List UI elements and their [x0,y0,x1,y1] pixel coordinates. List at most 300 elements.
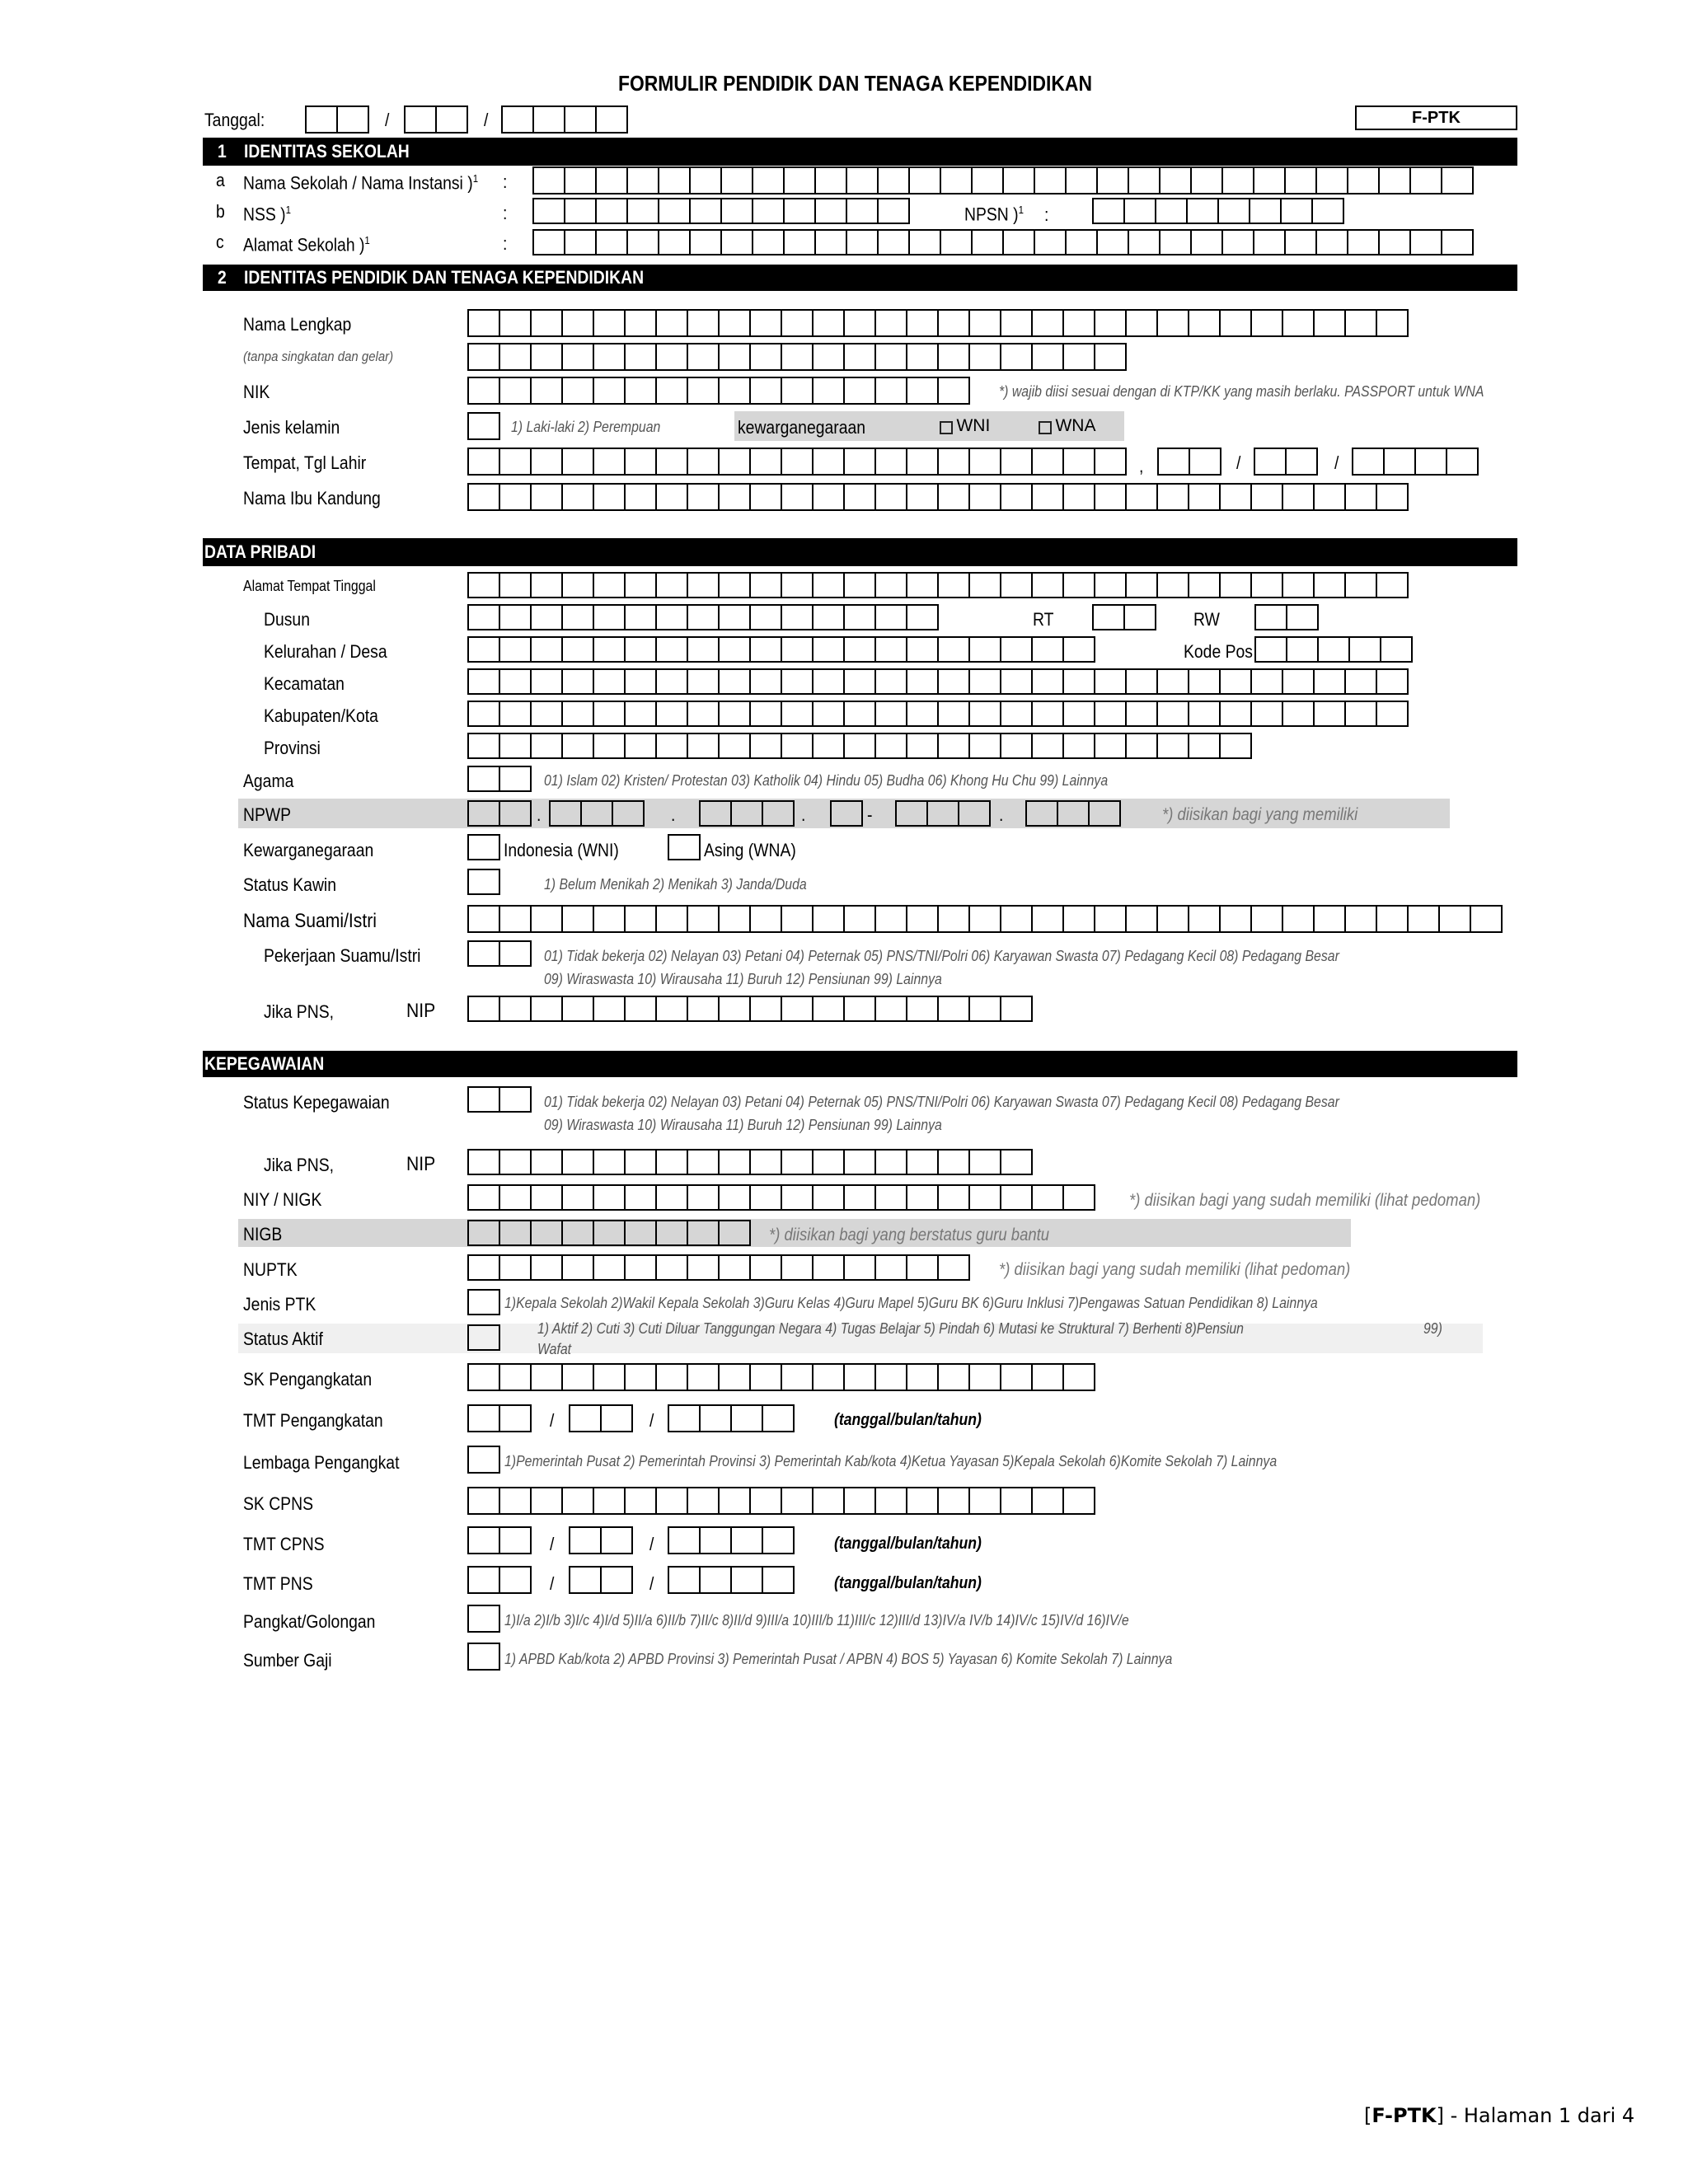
char-box[interactable] [1031,483,1064,511]
char-box[interactable] [593,1184,626,1211]
char-box[interactable] [1219,701,1252,727]
kabupaten-input[interactable] [467,701,1407,727]
char-box[interactable] [1344,905,1377,933]
char-box[interactable] [1034,166,1067,194]
char-box[interactable] [1125,905,1158,933]
char-box[interactable] [499,1404,532,1432]
char-box[interactable] [937,448,970,476]
char-box[interactable] [749,448,782,476]
char-box[interactable] [752,198,785,224]
char-box[interactable] [749,701,782,727]
char-box[interactable] [561,1149,594,1175]
char-box[interactable] [499,800,532,827]
char-box[interactable] [940,229,973,255]
char-box[interactable] [843,996,876,1022]
char-box[interactable] [874,701,907,727]
tgl-lahir-month[interactable] [1254,448,1316,476]
char-box[interactable] [499,1184,532,1211]
char-box[interactable] [812,701,845,727]
char-box[interactable] [501,105,534,134]
char-box[interactable] [655,1363,688,1391]
char-box[interactable] [937,343,970,371]
char-box[interactable] [655,668,688,695]
char-box[interactable] [1344,572,1377,598]
char-box[interactable] [1156,572,1189,598]
char-box[interactable] [655,1487,688,1515]
wni-option[interactable] [940,416,990,436]
tanggal-year-boxes[interactable] [501,105,626,134]
nigb-input[interactable] [467,1220,749,1246]
char-box[interactable] [906,701,939,727]
char-box[interactable] [530,1363,563,1391]
char-box[interactable] [1096,166,1129,194]
char-box[interactable] [561,733,594,759]
char-box[interactable] [812,343,845,371]
char-box[interactable] [968,309,1001,337]
char-box[interactable] [467,604,500,630]
char-box[interactable] [1254,604,1287,630]
char-box[interactable] [655,1254,688,1281]
char-box[interactable] [937,668,970,695]
char-box[interactable] [530,1220,563,1246]
char-box[interactable] [1156,668,1189,695]
char-box[interactable] [1313,701,1346,727]
char-box[interactable] [968,572,1001,598]
char-box[interactable] [467,1404,500,1432]
char-box[interactable] [655,1184,688,1211]
char-box[interactable] [874,1363,907,1391]
char-box[interactable] [655,905,688,933]
char-box[interactable] [593,733,626,759]
char-box[interactable] [1282,309,1315,337]
char-box[interactable] [593,636,626,663]
nss-input[interactable] [532,198,908,224]
tmt-pengangkatan-month[interactable] [569,1404,631,1432]
char-box[interactable] [1313,905,1346,933]
char-box[interactable] [467,1526,500,1554]
char-box[interactable] [467,1220,500,1246]
char-box[interactable] [532,198,565,224]
tmt-pengangkatan-day[interactable] [467,1404,530,1432]
char-box[interactable] [749,343,782,371]
char-box[interactable] [624,996,657,1022]
char-box[interactable] [874,377,907,405]
tmt-cpns-month[interactable] [569,1526,631,1554]
char-box[interactable] [830,800,863,827]
char-box[interactable] [624,483,657,511]
char-box[interactable] [499,1363,532,1391]
char-box[interactable] [1282,483,1315,511]
char-box[interactable] [1317,636,1350,663]
char-box[interactable] [1062,448,1095,476]
jenis-ptk-input[interactable] [467,1289,499,1315]
char-box[interactable] [569,1526,602,1554]
char-box[interactable] [687,377,720,405]
npwp-part-4[interactable] [830,800,861,827]
tgl-lahir-year[interactable] [1352,448,1477,476]
char-box[interactable] [1125,572,1158,598]
char-box[interactable] [718,448,751,476]
char-box[interactable] [1031,668,1064,695]
char-box[interactable] [1344,701,1377,727]
char-box[interactable] [626,229,659,255]
char-box[interactable] [1062,309,1095,337]
char-box[interactable] [687,905,720,933]
kelurahan-input[interactable] [467,636,1094,663]
char-box[interactable] [1347,229,1380,255]
char-box[interactable] [687,1363,720,1391]
char-box[interactable] [1221,166,1254,194]
char-box[interactable] [874,636,907,663]
char-box[interactable] [467,766,500,792]
char-box[interactable] [467,1566,500,1594]
sumber-gaji-input[interactable] [467,1643,499,1671]
char-box[interactable] [561,668,594,695]
char-box[interactable] [1219,905,1252,933]
char-box[interactable] [668,834,701,860]
status-kepegawaian-input[interactable] [467,1086,530,1113]
char-box[interactable] [561,309,594,337]
char-box[interactable] [906,1487,939,1515]
tempat-lahir-input[interactable] [467,448,1125,476]
char-box[interactable] [593,572,626,598]
char-box[interactable] [812,996,845,1022]
niy-input[interactable] [467,1184,1094,1211]
char-box[interactable] [1156,733,1189,759]
char-box[interactable] [593,604,626,630]
nik-input[interactable] [467,377,968,405]
char-box[interactable] [1062,343,1095,371]
char-box[interactable] [658,198,691,224]
char-box[interactable] [564,229,597,255]
tmt-pengangkatan-year[interactable] [668,1404,793,1432]
char-box[interactable] [530,448,563,476]
char-box[interactable] [1000,668,1033,695]
char-box[interactable] [1062,733,1095,759]
char-box[interactable] [812,309,845,337]
char-box[interactable] [1344,668,1377,695]
char-box[interactable] [812,604,845,630]
char-box[interactable] [730,1566,763,1594]
char-box[interactable] [569,1566,602,1594]
char-box[interactable] [561,701,594,727]
char-box[interactable] [874,483,907,511]
char-box[interactable] [593,483,626,511]
char-box[interactable] [1031,309,1064,337]
char-box[interactable] [668,1404,701,1432]
status-aktif-input[interactable] [467,1324,499,1351]
nama-lengkap-input-2[interactable] [467,343,1125,371]
char-box[interactable] [1062,572,1095,598]
char-box[interactable] [781,1184,814,1211]
char-box[interactable] [561,343,594,371]
char-box[interactable] [937,996,970,1022]
char-box[interactable] [626,166,659,194]
char-box[interactable] [1156,309,1189,337]
char-box[interactable] [1125,701,1158,727]
char-box[interactable] [624,343,657,371]
char-box[interactable] [843,1363,876,1391]
char-box[interactable] [1190,166,1223,194]
char-box[interactable] [1188,701,1221,727]
char-box[interactable] [467,412,500,440]
char-box[interactable] [655,483,688,511]
char-box[interactable] [467,343,500,371]
char-box[interactable] [718,377,751,405]
char-box[interactable] [937,309,970,337]
char-box[interactable] [1380,636,1413,663]
char-box[interactable] [937,636,970,663]
char-box[interactable] [812,1363,845,1391]
char-box[interactable] [1286,636,1319,663]
char-box[interactable] [1123,604,1156,630]
char-box[interactable] [1250,309,1283,337]
char-box[interactable] [1347,166,1380,194]
char-box[interactable] [718,309,751,337]
tmt-pns-day[interactable] [467,1566,530,1594]
char-box[interactable] [971,229,1004,255]
char-box[interactable] [687,343,720,371]
char-box[interactable] [1065,166,1098,194]
indonesia-checkbox[interactable] [467,834,499,860]
char-box[interactable] [655,572,688,598]
char-box[interactable] [467,1254,500,1281]
char-box[interactable] [1250,572,1283,598]
wna-option[interactable] [1039,416,1095,436]
char-box[interactable] [1159,166,1192,194]
char-box[interactable] [593,343,626,371]
char-box[interactable] [906,448,939,476]
char-box[interactable] [1062,905,1095,933]
char-box[interactable] [655,343,688,371]
char-box[interactable] [687,701,720,727]
char-box[interactable] [1000,1363,1033,1391]
char-box[interactable] [752,166,785,194]
char-box[interactable] [718,668,751,695]
char-box[interactable] [1250,905,1283,933]
char-box[interactable] [1092,198,1125,224]
char-box[interactable] [593,996,626,1022]
char-box[interactable] [1025,800,1058,827]
char-box[interactable] [467,668,500,695]
char-box[interactable] [1125,668,1158,695]
char-box[interactable] [593,668,626,695]
tmt-pns-year[interactable] [668,1566,793,1594]
char-box[interactable] [1031,905,1064,933]
char-box[interactable] [687,1254,720,1281]
char-box[interactable] [937,572,970,598]
char-box[interactable] [530,572,563,598]
char-box[interactable] [1188,733,1221,759]
char-box[interactable] [1254,636,1287,663]
char-box[interactable] [699,1566,732,1594]
char-box[interactable] [467,701,500,727]
char-box[interactable] [467,1363,500,1391]
char-box[interactable] [612,800,645,827]
char-box[interactable] [561,377,594,405]
char-box[interactable] [1062,668,1095,695]
char-box[interactable] [595,198,628,224]
char-box[interactable] [1002,166,1035,194]
char-box[interactable] [718,343,751,371]
char-box[interactable] [781,343,814,371]
char-box[interactable] [1315,229,1348,255]
char-box[interactable] [781,572,814,598]
char-box[interactable] [1031,1363,1064,1391]
char-box[interactable] [499,1149,532,1175]
char-box[interactable] [1094,668,1127,695]
char-box[interactable] [1000,448,1033,476]
char-box[interactable] [812,1184,845,1211]
char-box[interactable] [1031,448,1064,476]
char-box[interactable] [1219,483,1252,511]
char-box[interactable] [783,166,816,194]
char-box[interactable] [937,1149,970,1175]
char-box[interactable] [762,1404,795,1432]
char-box[interactable] [1156,905,1189,933]
char-box[interactable] [718,572,751,598]
char-box[interactable] [530,1184,563,1211]
char-box[interactable] [1188,905,1221,933]
char-box[interactable] [1285,448,1318,476]
char-box[interactable] [843,905,876,933]
char-box[interactable] [530,1487,563,1515]
char-box[interactable] [564,105,597,134]
npwp-part-3[interactable] [699,800,793,827]
alamat-tinggal-input[interactable] [467,572,1407,598]
char-box[interactable] [593,1363,626,1391]
char-box[interactable] [958,800,991,827]
char-box[interactable] [467,1643,500,1671]
tgl-lahir-day[interactable] [1157,448,1220,476]
char-box[interactable] [499,309,532,337]
char-box[interactable] [783,198,816,224]
char-box[interactable] [467,1324,500,1351]
char-box[interactable] [1155,198,1188,224]
char-box[interactable] [906,1254,939,1281]
char-box[interactable] [1094,733,1127,759]
char-box[interactable] [749,996,782,1022]
char-box[interactable] [749,483,782,511]
char-box[interactable] [593,1149,626,1175]
char-box[interactable] [781,905,814,933]
nama-lengkap-input-1[interactable] [467,309,1407,337]
char-box[interactable] [1031,1184,1064,1211]
char-box[interactable] [655,448,688,476]
char-box[interactable] [1096,229,1129,255]
char-box[interactable] [1156,701,1189,727]
rt-input[interactable] [1092,604,1155,630]
ibu-kandung-input[interactable] [467,483,1407,511]
char-box[interactable] [812,668,845,695]
char-box[interactable] [1031,701,1064,727]
char-box[interactable] [499,1566,532,1594]
char-box[interactable] [874,448,907,476]
char-box[interactable] [624,1220,657,1246]
char-box[interactable] [1219,668,1252,695]
char-box[interactable] [1344,483,1377,511]
char-box[interactable] [624,309,657,337]
sk-pengangkatan-input[interactable] [467,1363,1094,1391]
char-box[interactable] [467,834,500,860]
char-box[interactable] [467,869,500,895]
char-box[interactable] [908,166,941,194]
char-box[interactable] [561,996,594,1022]
char-box[interactable] [1376,572,1409,598]
char-box[interactable] [699,1404,732,1432]
char-box[interactable] [843,1487,876,1515]
char-box[interactable] [908,229,941,255]
char-box[interactable] [655,701,688,727]
char-box[interactable] [843,668,876,695]
char-box[interactable] [1000,1487,1033,1515]
char-box[interactable] [1123,198,1156,224]
char-box[interactable] [1094,483,1127,511]
char-box[interactable] [655,604,688,630]
char-box[interactable] [687,1184,720,1211]
char-box[interactable] [1000,636,1033,663]
char-box[interactable] [1128,229,1160,255]
char-box[interactable] [530,701,563,727]
char-box[interactable] [971,166,1004,194]
char-box[interactable] [1409,229,1442,255]
char-box[interactable] [874,668,907,695]
char-box[interactable] [499,1086,532,1113]
char-box[interactable] [1094,343,1127,371]
char-box[interactable] [843,572,876,598]
char-box[interactable] [1282,572,1315,598]
char-box[interactable] [530,1149,563,1175]
wni-checkbox[interactable] [940,421,953,434]
char-box[interactable] [781,668,814,695]
char-box[interactable] [624,1254,657,1281]
char-box[interactable] [499,996,532,1022]
char-box[interactable] [1031,572,1064,598]
char-box[interactable] [906,733,939,759]
char-box[interactable] [1217,198,1250,224]
char-box[interactable] [593,377,626,405]
nip-pasangan-input[interactable] [467,996,1031,1022]
char-box[interactable] [1000,483,1033,511]
char-box[interactable] [937,701,970,727]
char-box[interactable] [781,483,814,511]
char-box[interactable] [624,636,657,663]
char-box[interactable] [336,105,369,134]
char-box[interactable] [718,905,751,933]
char-box[interactable] [718,1184,751,1211]
char-box[interactable] [749,1149,782,1175]
char-box[interactable] [1253,166,1286,194]
char-box[interactable] [1249,198,1282,224]
char-box[interactable] [1378,166,1411,194]
status-kawin-input[interactable] [467,869,499,895]
char-box[interactable] [655,733,688,759]
char-box[interactable] [730,1526,763,1554]
char-box[interactable] [1282,701,1315,727]
char-box[interactable] [783,229,816,255]
char-box[interactable] [687,1220,720,1246]
char-box[interactable] [781,1487,814,1515]
char-box[interactable] [549,800,582,827]
char-box[interactable] [1470,905,1503,933]
char-box[interactable] [1438,905,1471,933]
char-box[interactable] [499,343,532,371]
char-box[interactable] [530,905,563,933]
char-box[interactable] [846,198,879,224]
char-box[interactable] [781,733,814,759]
char-box[interactable] [561,905,594,933]
char-box[interactable] [1376,309,1409,337]
